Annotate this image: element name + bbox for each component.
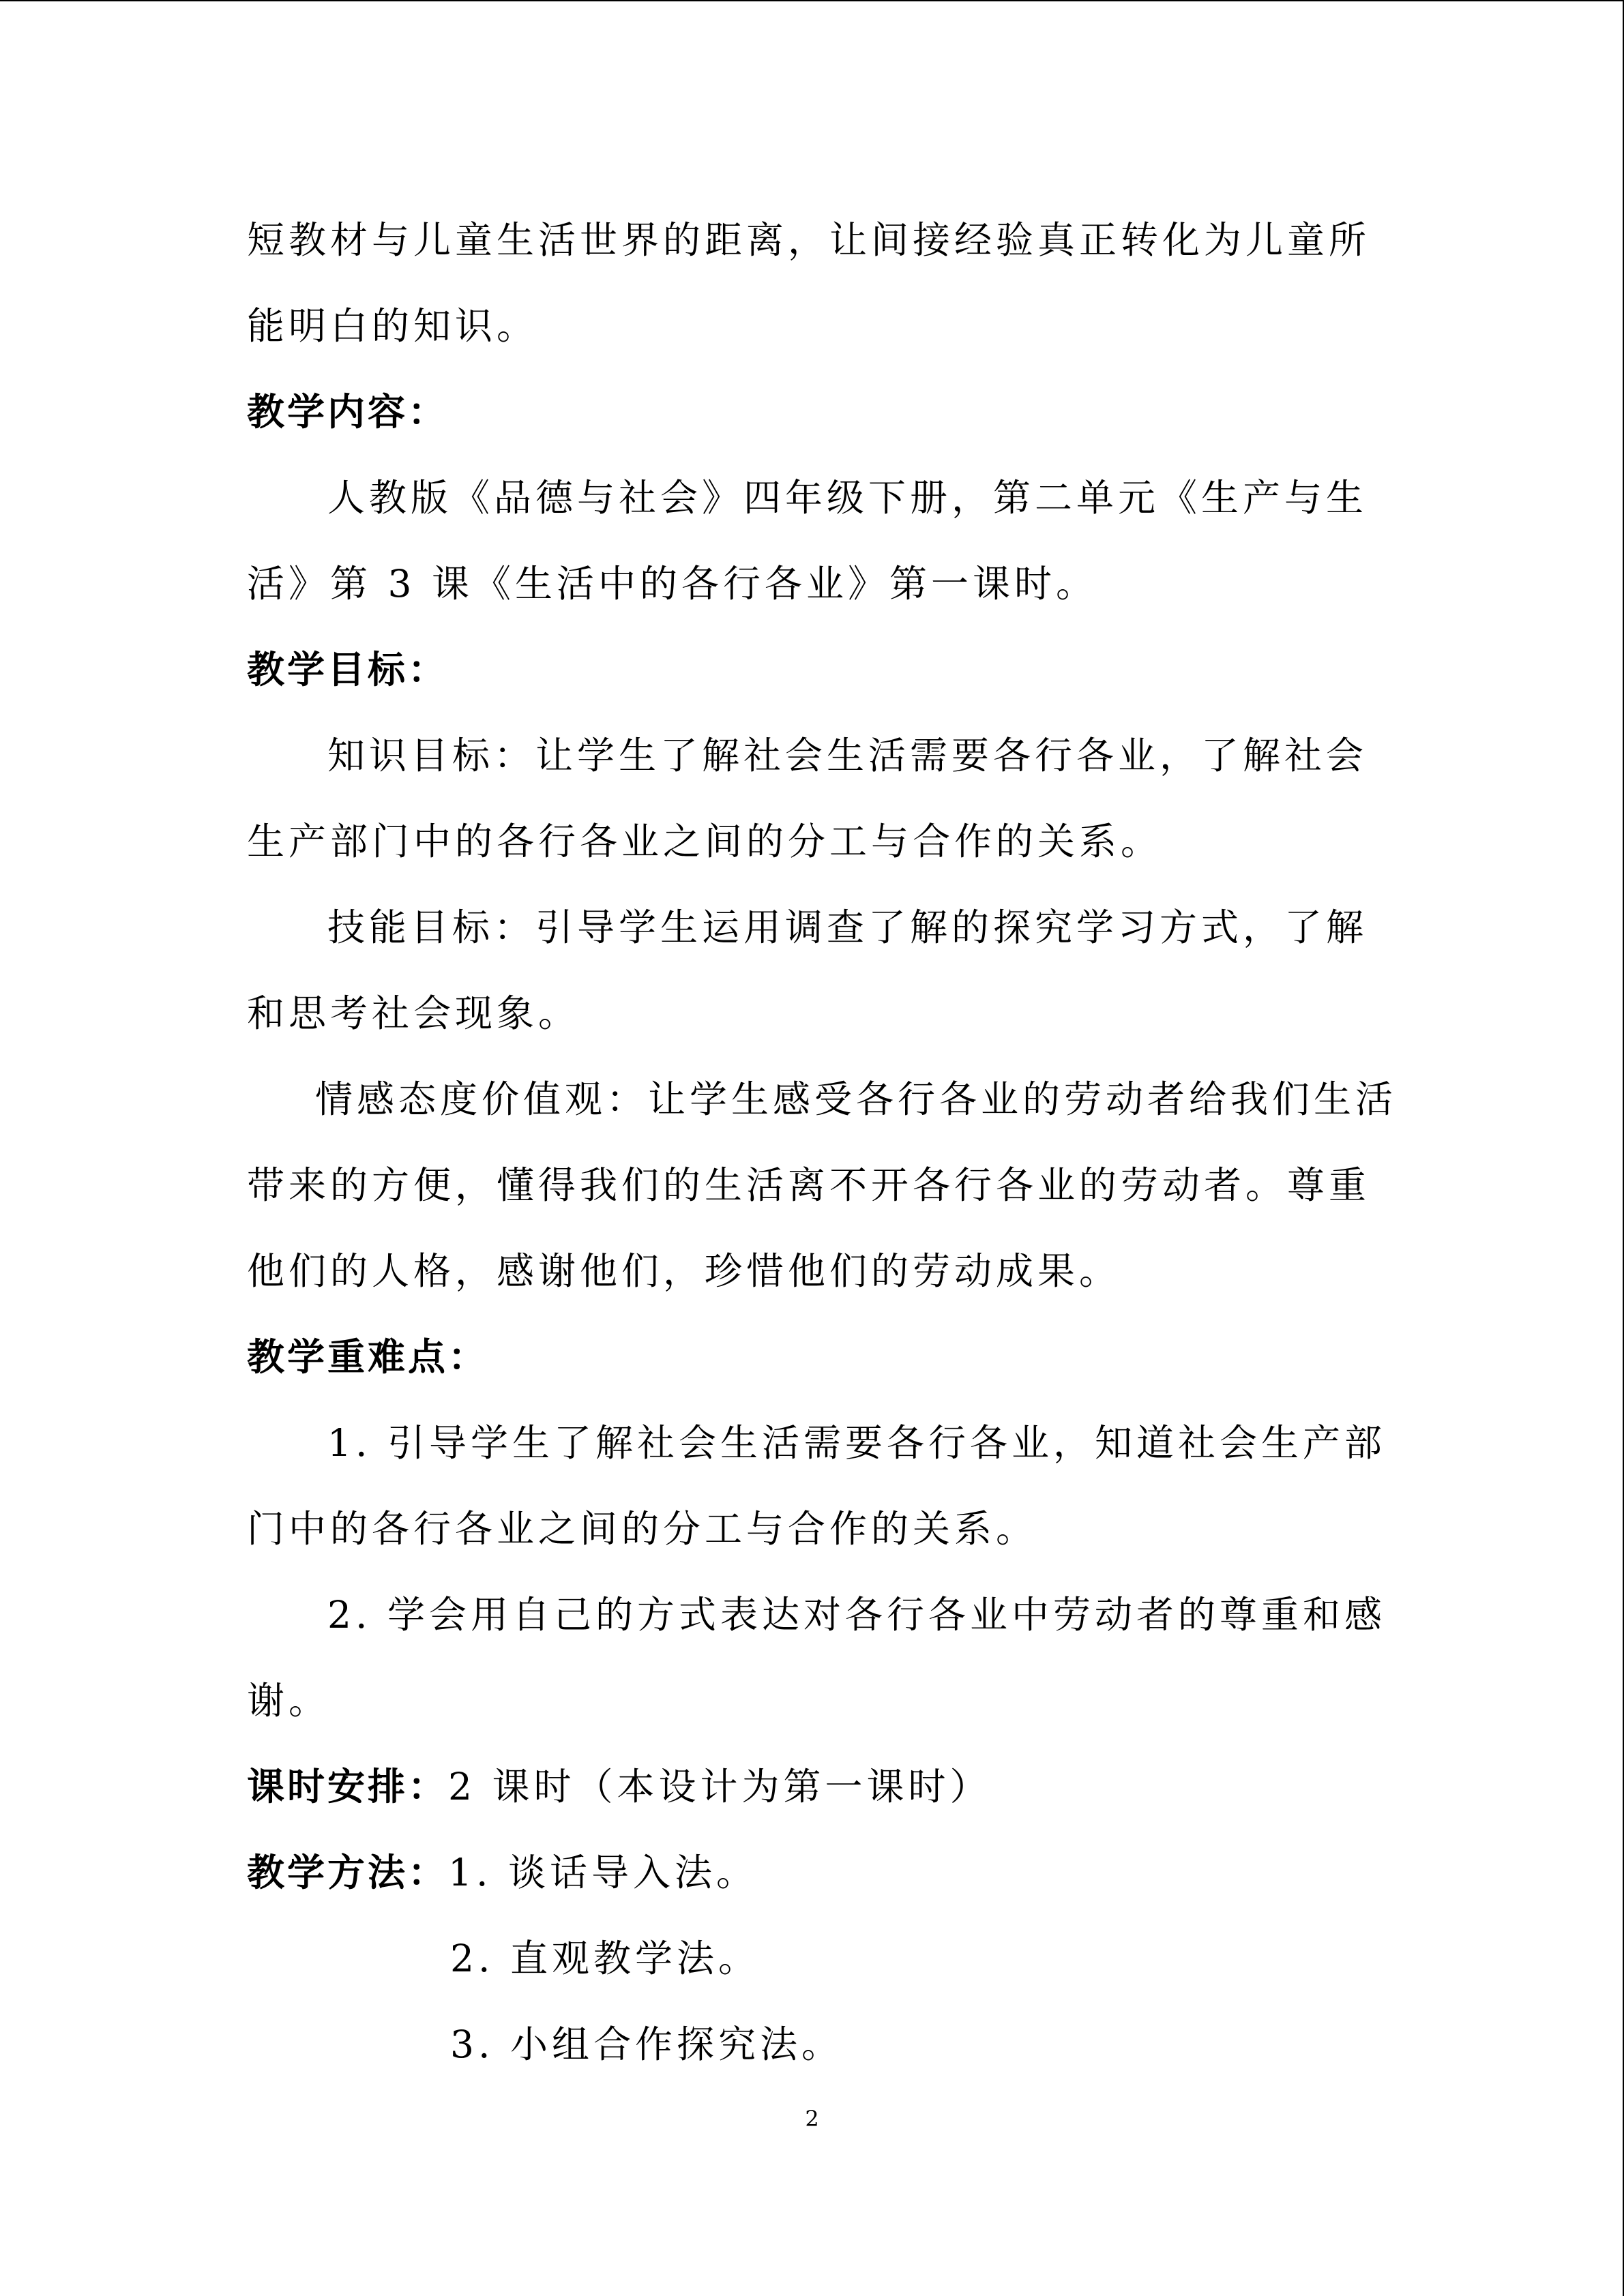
section-heading-content: 教学内容： (247, 390, 449, 434)
body-text-line: 短教材与儿童生活世界的距离，让间接经验真正转化为儿童所 (247, 218, 1371, 262)
body-text-line: 谢。 (247, 1679, 331, 1723)
body-text-line: 技能目标：引导学生运用调查了解的探究学习方式，了解 (327, 906, 1368, 949)
body-text-line: 能明白的知识。 (247, 304, 539, 348)
section-heading-goals: 教学目标： (247, 648, 449, 691)
body-text-line: 带来的方便，懂得我们的生活离不开各行各业的劳动者。尊重 (247, 1163, 1371, 1207)
schedule-row (247, 1759, 992, 1814)
page-number: 2 (805, 2106, 819, 2132)
method-item: 2. 直观教学法。 (450, 1937, 760, 1980)
body-text-line: 人教版《品德与社会》四年级下册，第二单元《生产与生 (327, 476, 1368, 520)
section-heading-schedule: 课时安排： (247, 1765, 449, 1808)
section-heading-key-points: 教学重难点： (247, 1335, 489, 1379)
body-text-line: 知识目标：让学生了解社会生活需要各行各业，了解社会 (327, 734, 1368, 777)
methods-row (247, 1845, 758, 1900)
body-text-line: 2. 学会用自己的方式表达对各行各业中劳动者的尊重和感 (327, 1593, 1386, 1637)
body-text-line: 活》第 3 课《生活中的各行各业》第一课时。 (247, 562, 1097, 606)
body-text-line: 他们的人格，感谢他们，珍惜他们的劳动成果。 (247, 1249, 1121, 1293)
method-item: 1. 谈话导入法。 (448, 1851, 758, 1894)
schedule-text: 2 课时（本设计为第一课时） (448, 1765, 992, 1808)
body-text-line: 情感态度价值观：让学生感受各行各业的劳动者给我们生活 (315, 1077, 1398, 1121)
method-item: 3. 小组合作探究法。 (450, 2023, 843, 2066)
body-text-line: 和思考社会现象。 (247, 992, 580, 1035)
body-text-line: 1. 引导学生了解社会生活需要各行各业，知道社会生产部 (327, 1421, 1386, 1465)
section-heading-methods: 教学方法： (247, 1851, 449, 1894)
body-text-line: 生产部门中的各行各业之间的分工与合作的关系。 (247, 820, 1163, 863)
body-text-line: 门中的各行各业之间的分工与合作的关系。 (247, 1507, 1038, 1551)
